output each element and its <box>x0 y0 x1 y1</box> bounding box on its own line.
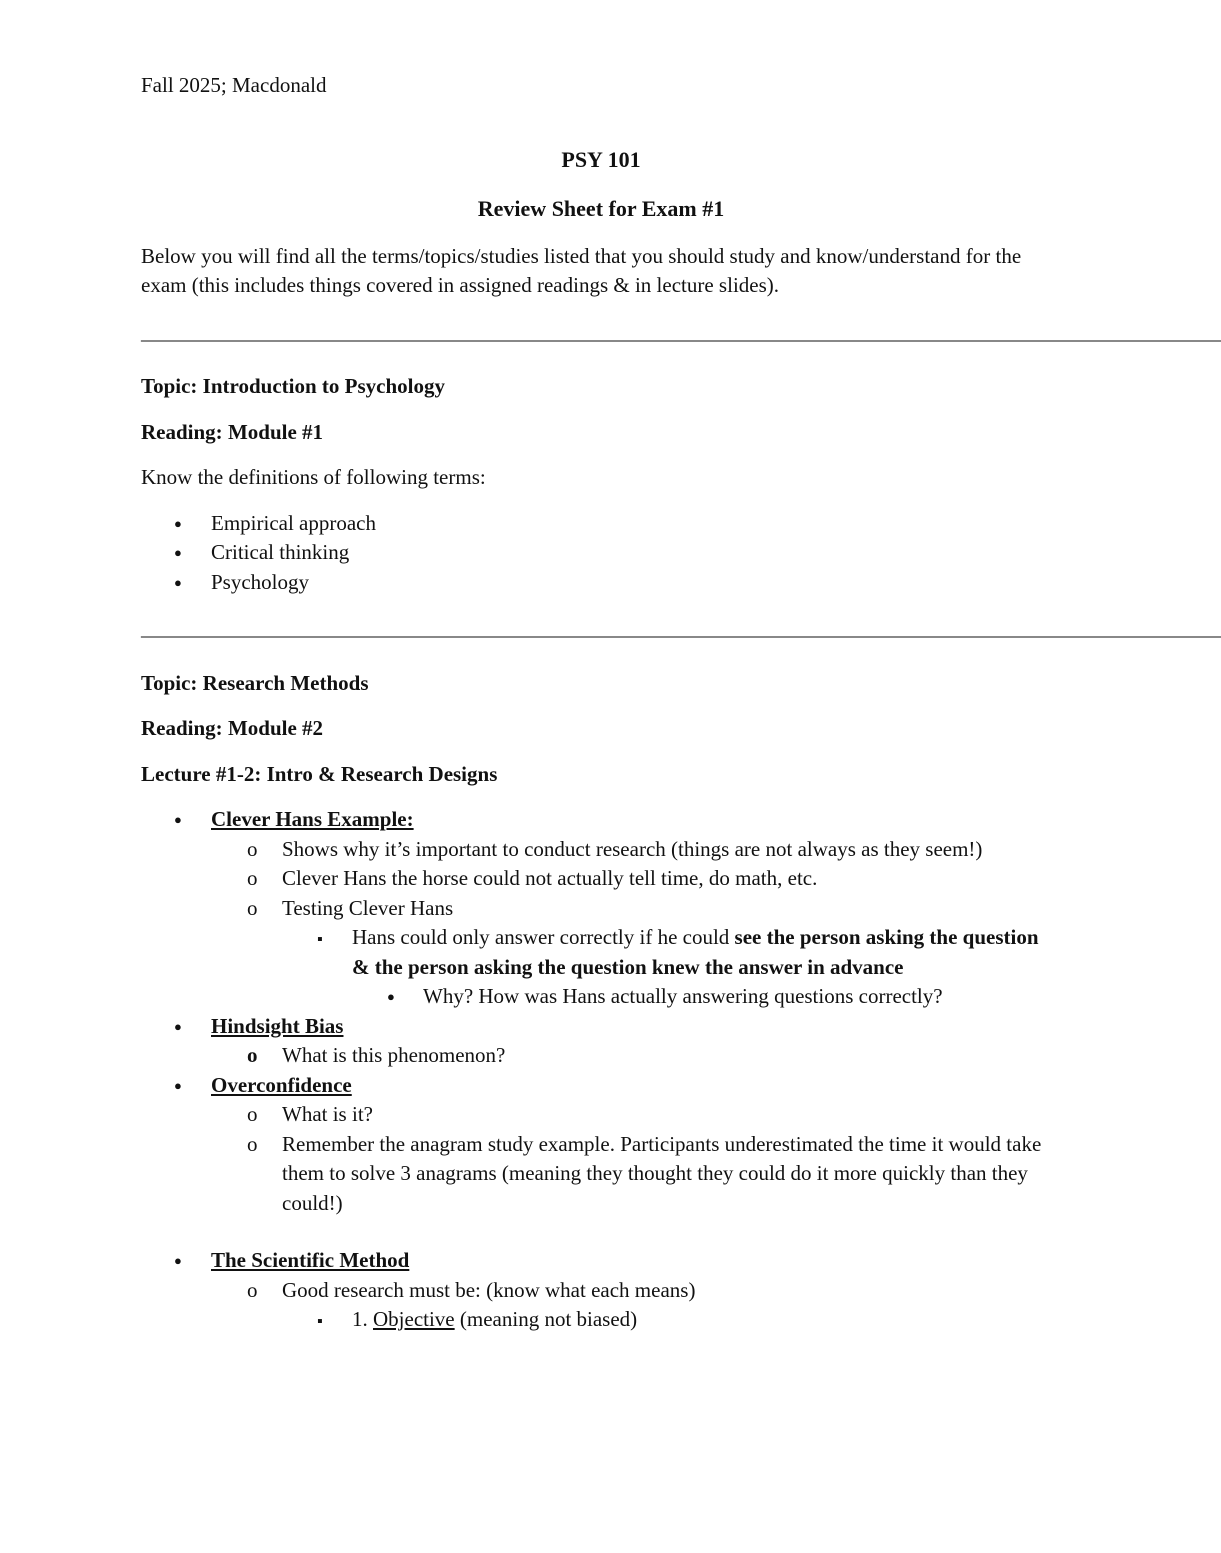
square-bullet-icon <box>317 923 323 955</box>
bullet-icon <box>174 1071 182 1103</box>
list-item <box>141 835 1061 865</box>
circle-bullet-icon <box>247 1130 258 1160</box>
list-item <box>141 1041 1061 1071</box>
outline-heading: Overconfidence <box>211 1072 352 1097</box>
list-item <box>141 923 1061 982</box>
list-item <box>141 1305 1061 1335</box>
list-item <box>141 1100 1061 1130</box>
list-item <box>141 1246 1061 1276</box>
reading-line <box>141 714 1061 744</box>
topic-label: Topic: <box>141 670 198 695</box>
list-item-text: Why? How was Hans actually answering questions correctly? <box>423 984 943 1008</box>
topic-label: Topic: <box>141 374 198 398</box>
list-item-text: Empirical approach <box>211 510 377 535</box>
list-item-text: What is this phenomenon? <box>282 1043 506 1067</box>
list-item-text: Testing Clever Hans <box>282 895 454 920</box>
bullet-icon <box>174 1246 182 1278</box>
reading-name: Module #1 <box>227 419 324 444</box>
list-item-text: Psychology <box>211 569 310 594</box>
list-item <box>141 568 1061 598</box>
circle-bullet-icon <box>247 1276 258 1306</box>
item-term: Objective <box>373 1307 455 1331</box>
list-item-text: What is it? <box>282 1102 373 1126</box>
reading-line <box>141 418 1061 448</box>
intro-paragraph: Below you will find all the terms/topics/studies listed that you should study and know/understand for the exam (this includes things covered in assigned readings & in lecture slides). <box>141 243 1022 297</box>
list-item <box>141 1276 1061 1306</box>
research-methods-outline <box>141 805 1061 1218</box>
terms-list <box>141 509 1061 598</box>
outline-heading: Hindsight Bias <box>211 1013 344 1038</box>
list-item <box>141 1071 1061 1101</box>
list-item-text: Critical thinking <box>211 540 350 564</box>
course-title: PSY 101 <box>561 146 641 172</box>
circle-bullet-icon <box>247 894 258 924</box>
header-text: Fall 2025; Macdonald <box>141 73 327 97</box>
reading-name: Module #2 <box>227 716 324 740</box>
circle-bullet-icon <box>247 864 258 894</box>
list-item-text: Hans could only answer correctly if he could <box>352 925 735 949</box>
section-divider: —————————————————————————————————————————————————————— <box>141 326 1221 351</box>
circle-bullet-icon <box>247 835 258 865</box>
topic-name: Research Methods <box>202 670 369 695</box>
list-item <box>141 805 1061 835</box>
document-title: Review Sheet for Exam #1 <box>477 196 725 221</box>
list-item <box>141 1130 1061 1219</box>
bullet-icon <box>174 568 182 600</box>
topic-line <box>141 372 1061 402</box>
bullet-icon <box>174 805 182 837</box>
list-item <box>141 894 1061 924</box>
list-item <box>141 864 1061 894</box>
item-number: 1. <box>352 1307 373 1331</box>
topic-name: Introduction to Psychology <box>202 374 445 398</box>
terms-instruction: Know the definitions of following terms: <box>141 465 486 489</box>
lecture-name: Intro & Research Designs <box>266 761 498 786</box>
circle-bullet-icon <box>247 1041 258 1071</box>
section-divider: —————————————————————————————————————————————————————— <box>141 623 1221 647</box>
reading-label: Reading: <box>141 716 223 740</box>
bullet-icon <box>174 1012 182 1044</box>
outline-heading: Clever Hans Example: <box>211 807 414 831</box>
scientific-method-outline <box>141 1246 1061 1335</box>
circle-bullet-icon <box>247 1100 258 1130</box>
topic-line <box>141 669 1061 699</box>
lecture-line <box>141 760 1061 790</box>
bullet-icon <box>174 538 182 570</box>
bullet-icon <box>174 509 182 541</box>
square-bullet-icon <box>317 1305 323 1337</box>
document-body <box>141 71 1221 1335</box>
list-item <box>141 982 1061 1012</box>
bullet-icon <box>387 982 395 1014</box>
list-item <box>141 1012 1061 1042</box>
list-item-emphasis: see the person asking the question & the person asking the question knew the answer in advance <box>352 925 1039 979</box>
list-item-text: Clever Hans the horse could not actually tell time, do math, etc. <box>282 866 818 890</box>
list-item-text: Good research must be: (know what each means) <box>282 1277 696 1302</box>
lecture-label: Lecture #1-2: <box>141 761 262 786</box>
list-item <box>141 509 1061 539</box>
outline-heading: The Scientific Method <box>211 1248 410 1272</box>
list-item-text: Remember the anagram study example. Participants underestimated the time it would take them to solve 3 anagrams (meaning they thought they could do it more quickly than they could!) <box>282 1131 1042 1215</box>
list-item <box>141 538 1061 568</box>
list-item-text: Shows why it’s important to conduct research (things are not always as they seem!) <box>282 836 983 861</box>
item-description: (meaning not biased) <box>454 1307 638 1331</box>
reading-label: Reading: <box>141 419 223 444</box>
